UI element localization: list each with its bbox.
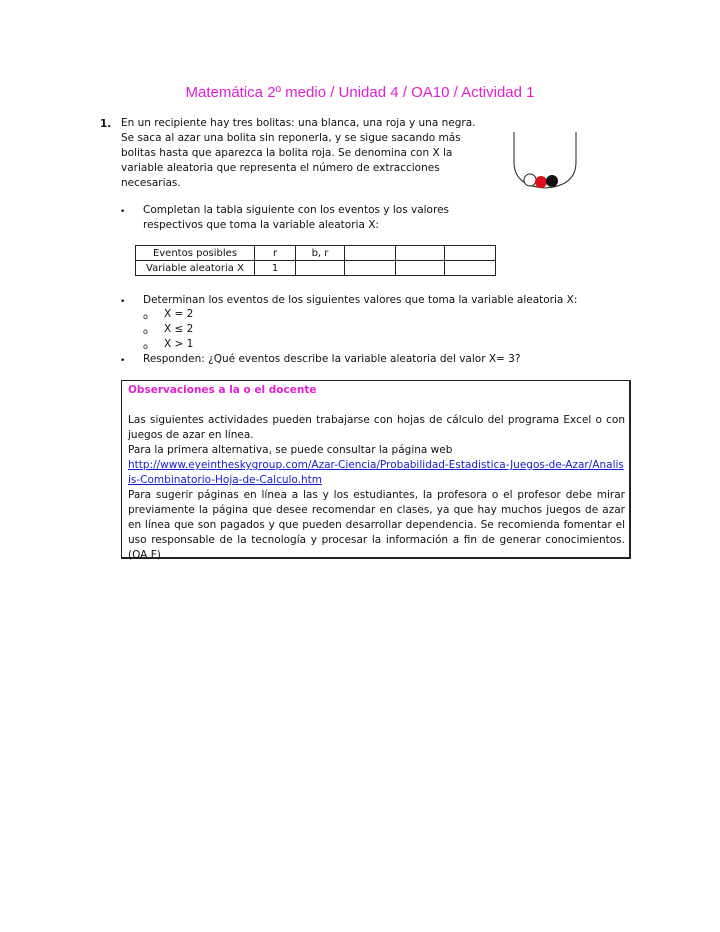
bullet-text-table-instruction: Completan la tabla siguiente con los eventos y los valores respectivos que toma la variable aleatoria X: (143, 204, 450, 231)
black-ball (546, 175, 558, 187)
table-row (136, 246, 496, 261)
notes-paragraph: Para sugerir páginas en línea a las y los estudiantes, la profesora o el profesor debe mirar previamente la página que desee recomendar en clases, ya que hay muchos juegos de azar en línea que son pagados y que pueden desarrollar dependencia. Se recomienda fomentar el uso responsable de la tecnología y procesar la información a fin de generar conocimientos. (OA F) (128, 489, 625, 561)
red-ball (535, 176, 547, 188)
question-number: 1. (100, 118, 112, 130)
teacher-notes-box (121, 380, 631, 559)
sub-bullet-icon: o (143, 327, 148, 336)
page-title: Matemática 2º medio / Unidad 4 / OA10 / Actividad 1 (185, 84, 535, 101)
notes-paragraph: Las siguientes actividades pueden trabajarse con hojas de cálculo del programa Excel o con juegos de azar en línea. (128, 414, 625, 441)
table-row (136, 261, 496, 276)
white-ball (524, 174, 536, 186)
question-text: En un recipiente hay tres bolitas: una blanca, una roja y una negra. Se saca al azar una bolita sin reponerla, y se sigue sacando más bolitas hasta que aparezca la bolita roja. Se denomina con X la variable aleatoria que representa el número de extracciones necesarias. (121, 117, 476, 189)
bullet-text-determine-events: Determinan los eventos de los siguientes valores que toma la variable aleatoria X: (143, 294, 578, 306)
notes-title: Observaciones a la o el docente (128, 384, 317, 396)
sub-bullet-icon: o (143, 312, 148, 321)
table-cell[interactable] (345, 246, 396, 261)
events-table (135, 245, 496, 276)
sub-bullet-icon: o (143, 342, 148, 351)
sub-item-x-gt-1: X > 1 (164, 338, 194, 350)
table-cell[interactable] (345, 261, 396, 276)
bullet-icon: • (120, 356, 126, 366)
table-cell[interactable]: Variable aleatoria X (136, 261, 255, 276)
bullet-text-question-x3: Responden: ¿Qué eventos describe la variable aleatoria del valor X= 3? (143, 353, 521, 365)
bullet-icon: • (120, 297, 126, 307)
balls-container-illustration (510, 128, 580, 192)
reference-link[interactable]: http://www.eyeintheskygroup.com/Azar-Ciencia/Probabilidad-Estadistica-Juegos-de-Azar/Analisis-Combinatorio-Hoja-de-Calculo.htm (128, 459, 624, 486)
table-cell[interactable] (396, 261, 445, 276)
table-cell[interactable] (396, 246, 445, 261)
table-cell[interactable]: Eventos posibles (136, 246, 255, 261)
bullet-icon: • (120, 207, 126, 217)
notes-paragraph: Para la primera alternativa, se puede consultar la página web (128, 444, 453, 456)
table-cell[interactable] (445, 261, 496, 276)
table-cell[interactable]: b, r (296, 246, 345, 261)
sub-item-x-le-2: X ≤ 2 (164, 323, 194, 335)
table-cell[interactable]: 1 (255, 261, 296, 276)
table-cell[interactable] (296, 261, 345, 276)
sub-item-x-equals-2: X = 2 (164, 308, 194, 320)
table-cell[interactable] (445, 246, 496, 261)
table-cell[interactable]: r (255, 246, 296, 261)
